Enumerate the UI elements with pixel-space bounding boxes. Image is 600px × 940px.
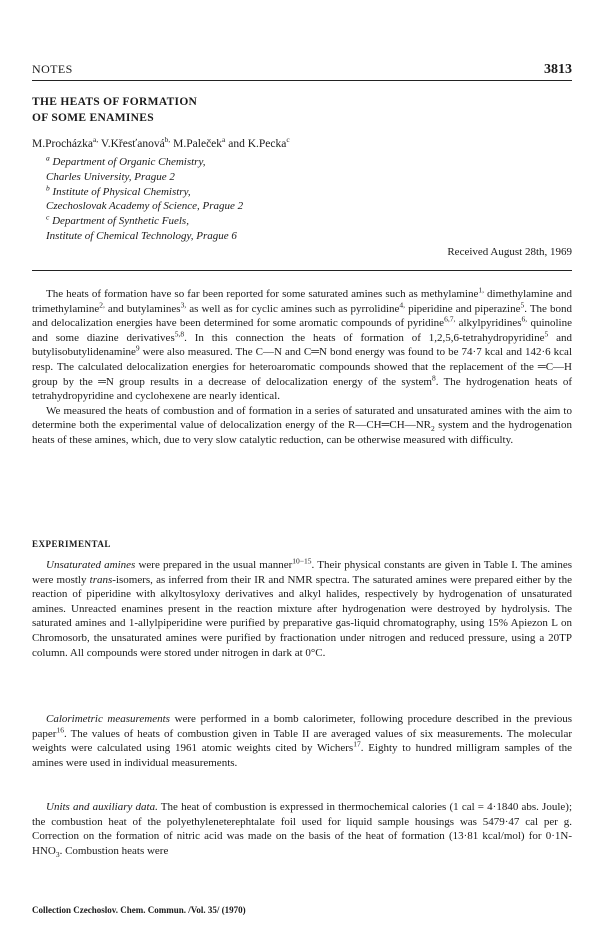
running-head <box>32 62 572 78</box>
affiliations <box>46 155 243 244</box>
affiliation-line: $^c$ Department of Synthetic Fuels, <box>46 212 189 228</box>
affiliation-line: $^a$ Department of Organic Chemistry, <box>46 153 206 168</box>
intro-paragraph-1: The heats of formation have so far been reported for some saturated amines such as methylamine$^{1,}$ dimethylamine and trimethylamine$^{2,}$ and butylamines$^{3,}$ as well as for cyclic amines such as pyrrolidine$^{4,}$ piperidine and piperazine$^5$. The bond and delocalization energies have been determined for some aromatic compounds of pyridine$^{6,7,}$ alkylpyridines$^{6,}$ quinoline and some diazine derivatives$^{5,8}$. In this connection the heats of formation of 1,2,5,6-tetrahydropyridine$^5$ and butylisobutylidenamine$^9$ were also measured. The C—N and C═N bond energy was found to be 74·7 kcal and 142·6 kcal resp. The calculated delocalization energies for heteroaromatic compounds showed that the replacement of the ═C—H group by the ═N group results in a decrease of delocalization energy of the system$^8$. The hydrogenation heats of tetrahydropyridine and cyclohexene are nearly identical. <box>32 285 572 403</box>
abstract-rule <box>32 270 572 271</box>
paragraph-lead: Unsaturated amines <box>46 559 136 571</box>
article-title <box>32 94 197 126</box>
section-heading-experimental: EXPERIMENTAL <box>32 539 111 549</box>
page-number: 3813 <box>544 62 572 77</box>
introduction <box>32 287 572 448</box>
author-list: M.Procházka$^{a,}$ V.Křesťanová$^{b,}$ M.Paleček$^a$ and K.Pecka$^c$ <box>32 135 290 150</box>
received-date: Received August 28th, 1969 <box>447 246 572 258</box>
section-label: NOTES <box>32 62 73 76</box>
journal-citation: Collection Czechoslov. Chem. Commun. /Vol. 35/ (1970) <box>32 905 246 915</box>
experimental-paragraph-1 <box>32 558 572 660</box>
affiliation-line: $^b$ Institute of Physical Chemistry, <box>46 182 191 198</box>
affiliation-line: Institute of Chemical Technology, Prague 6 <box>46 229 237 242</box>
title-line-1: THE HEATS OF FORMATION <box>32 96 198 108</box>
header-rule <box>32 80 572 81</box>
paragraph-text: were prepared in the usual manner$^{10-15}$. Their physical constants are given in Table I. The amines were mostly trans-isomers, as inferred from their IR and NMR spectra. The saturated amines were prepared either by the reaction of piperidine with alkyltosyloxy derivatives and alkyl halides, respectively by hydrogenation of unsaturated amines. Unreacted enamines present in the reaction mixture after hydrogenation were destroyed by hydrolysis. The saturated amines and 1-allylpiperidine were purified by preparative gas-liquid chromatography, using 15% Apiezon L on Chromosorb, the unsaturated amines were purified by fractionation under nitrogen and reduced pressure, using a 20TP column. All compounds were stored under nitrogen in dark at 0°C. <box>32 556 573 659</box>
paragraph-lead: Calorimetric measurements <box>46 713 170 725</box>
affiliation-line: Czechoslovak Academy of Science, Prague 2 <box>46 200 244 213</box>
affiliation-line: Charles University, Prague 2 <box>46 170 175 183</box>
experimental-paragraph-2 <box>32 712 572 770</box>
paragraph-text: The heat of combustion is expressed in thermochemical calories (1 cal = 4·1840 abs. Joule); the combustion heat of the polyethyleneterephtalate foil used for liquid sample housings was 5479·47 cal per g. Correction on the formation of nitric acid was made on the basis of the heat of formation (13·81 kcal/mol) for $0\cdot 1N-HNO_3$. Combustion heats were <box>32 801 572 859</box>
intro-paragraph-2: We measured the heats of combustion and of formation in a series of saturated and unsaturated amines with the aim to determine both the experimental value of delocalization energy of the $R—CH═CH—NR_2$ system and the hydrogenation heats of these amines, which, due to very slow catalytic reduction, can be otherwise measured with difficulty. <box>32 404 572 446</box>
paragraph-lead: Units and auxiliary data. <box>46 801 158 813</box>
experimental-paragraph-3 <box>32 800 572 858</box>
title-line-2: OF SOME ENAMINES <box>32 112 154 124</box>
paragraph-text: were performed in a bomb calorimeter, following procedure described in the previous paper$^{16}$. The values of heats of combustion given in Table II are averaged values of six measurements. The molecular weights were calculated using 1961 atomic weights cited by Wichers$^{17}$. Eighty to hundred milligram samples of the amines were used in individual measurements. <box>32 713 573 769</box>
